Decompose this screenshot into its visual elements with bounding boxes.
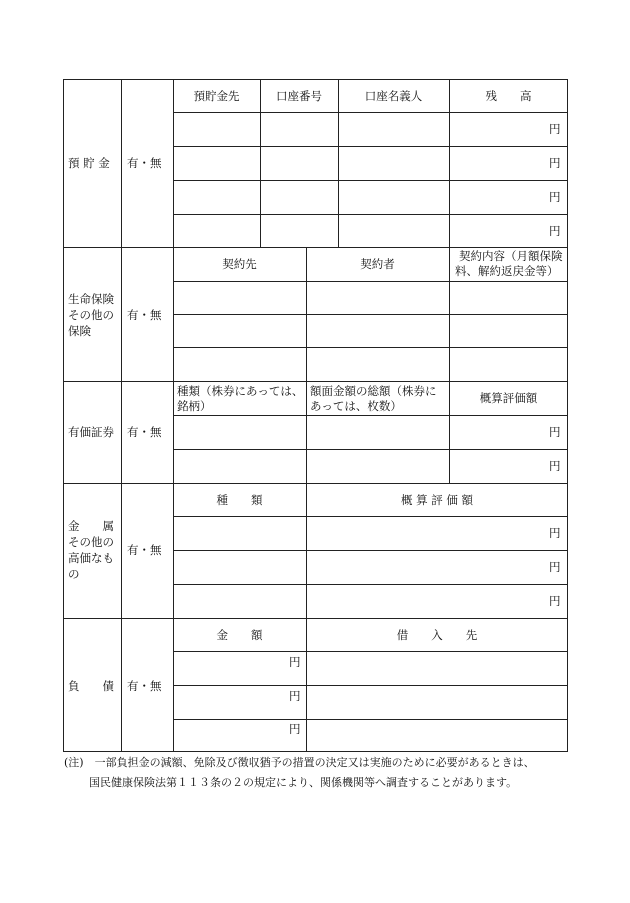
metals-yen-1: 円 bbox=[549, 526, 561, 540]
metals-label-line-1: 金 属 bbox=[68, 519, 114, 533]
securities-header-valuation: 概算評価額 bbox=[479, 391, 538, 405]
securities-header-type-line-1: 種類（株券にあっては、 bbox=[177, 384, 304, 398]
insurance-header-contract-line-2: 料、解約返戻金等） bbox=[455, 264, 559, 278]
column-divider bbox=[449, 79, 450, 247]
savings-yen-2: 円 bbox=[549, 156, 561, 170]
debts-yen-3: 円 bbox=[289, 722, 301, 736]
note-line-2: 国民健康保険法第１１３条の２の規定により、関係機関等へ調査することがあります。 bbox=[89, 776, 518, 789]
row-divider bbox=[173, 651, 568, 652]
savings-header-balance: 残 高 bbox=[485, 89, 532, 103]
column-divider bbox=[338, 79, 339, 247]
savings-label: 預 貯 金 bbox=[68, 156, 110, 170]
debts-label: 負 債 bbox=[68, 679, 114, 693]
row-divider bbox=[173, 180, 568, 181]
debts-yen-2: 円 bbox=[289, 689, 301, 703]
section-divider bbox=[63, 483, 568, 484]
column-divider bbox=[449, 247, 450, 381]
row-divider bbox=[173, 685, 568, 686]
row-divider bbox=[173, 112, 568, 113]
metals-header-valuation: 概 算 評 価 額 bbox=[400, 493, 474, 507]
section-divider bbox=[63, 381, 568, 382]
column-divider bbox=[121, 79, 122, 752]
savings-header-account-number: 口座番号 bbox=[276, 89, 322, 103]
metals-yen-3: 円 bbox=[549, 594, 561, 608]
securities-header-type-line-2: 銘柄） bbox=[177, 399, 212, 413]
metals-label-line-3: 高価なも bbox=[68, 551, 114, 565]
insurance-presence: 有・無 bbox=[127, 308, 162, 322]
securities-header-face-value-line-1: 額面金額の総額（株券に bbox=[310, 384, 437, 398]
row-divider bbox=[173, 415, 568, 416]
row-divider bbox=[173, 449, 568, 450]
securities-header-face-value-line-2: あっては、枚数） bbox=[310, 399, 402, 413]
insurance-header-contract-line-1: 契約内容（月額保険 bbox=[459, 249, 563, 263]
debts-header-lender: 借 入 先 bbox=[396, 628, 478, 642]
debts-yen-1: 円 bbox=[289, 655, 301, 669]
row-divider bbox=[173, 146, 568, 147]
insurance-label-line-1: 生命保険 bbox=[68, 292, 114, 306]
section-divider bbox=[63, 618, 568, 619]
row-divider bbox=[173, 550, 568, 551]
insurance-label-line-3: 保険 bbox=[68, 324, 91, 338]
metals-label-line-2: その他の bbox=[68, 535, 114, 549]
securities-yen-2: 円 bbox=[549, 459, 561, 473]
debts-presence: 有・無 bbox=[127, 679, 162, 693]
savings-yen-1: 円 bbox=[549, 122, 561, 136]
savings-header-bank: 預貯金先 bbox=[193, 89, 240, 103]
savings-yen-3: 円 bbox=[549, 190, 561, 204]
note-line-1: (注) 一部負担金の減額、免除及び徴収猶予の措置の決定又は実施のために必要があるときは、 bbox=[64, 756, 535, 769]
row-divider bbox=[173, 719, 568, 720]
securities-label: 有価証券 bbox=[68, 425, 114, 439]
column-divider bbox=[306, 381, 307, 483]
row-divider bbox=[173, 214, 568, 215]
metals-header-type: 種 類 bbox=[216, 493, 263, 507]
insurance-header-insurer: 契約先 bbox=[222, 257, 257, 271]
metals-yen-2: 円 bbox=[549, 560, 561, 574]
savings-presence: 有・無 bbox=[127, 156, 162, 170]
securities-presence: 有・無 bbox=[127, 425, 162, 439]
savings-header-account-holder: 口座名義人 bbox=[364, 89, 423, 103]
row-divider bbox=[173, 584, 568, 585]
row-divider bbox=[173, 314, 568, 315]
row-divider bbox=[173, 281, 568, 282]
savings-yen-4: 円 bbox=[549, 224, 561, 238]
insurance-header-policyholder: 契約者 bbox=[360, 257, 395, 271]
insurance-label-line-2: その他の bbox=[68, 308, 114, 322]
securities-yen-1: 円 bbox=[549, 425, 561, 439]
column-divider bbox=[260, 79, 261, 247]
debts-header-amount: 金 額 bbox=[216, 628, 263, 642]
section-divider bbox=[63, 247, 568, 248]
row-divider bbox=[173, 516, 568, 517]
metals-presence: 有・無 bbox=[127, 543, 162, 557]
row-divider bbox=[173, 347, 568, 348]
metals-label-line-4: の bbox=[68, 567, 80, 581]
